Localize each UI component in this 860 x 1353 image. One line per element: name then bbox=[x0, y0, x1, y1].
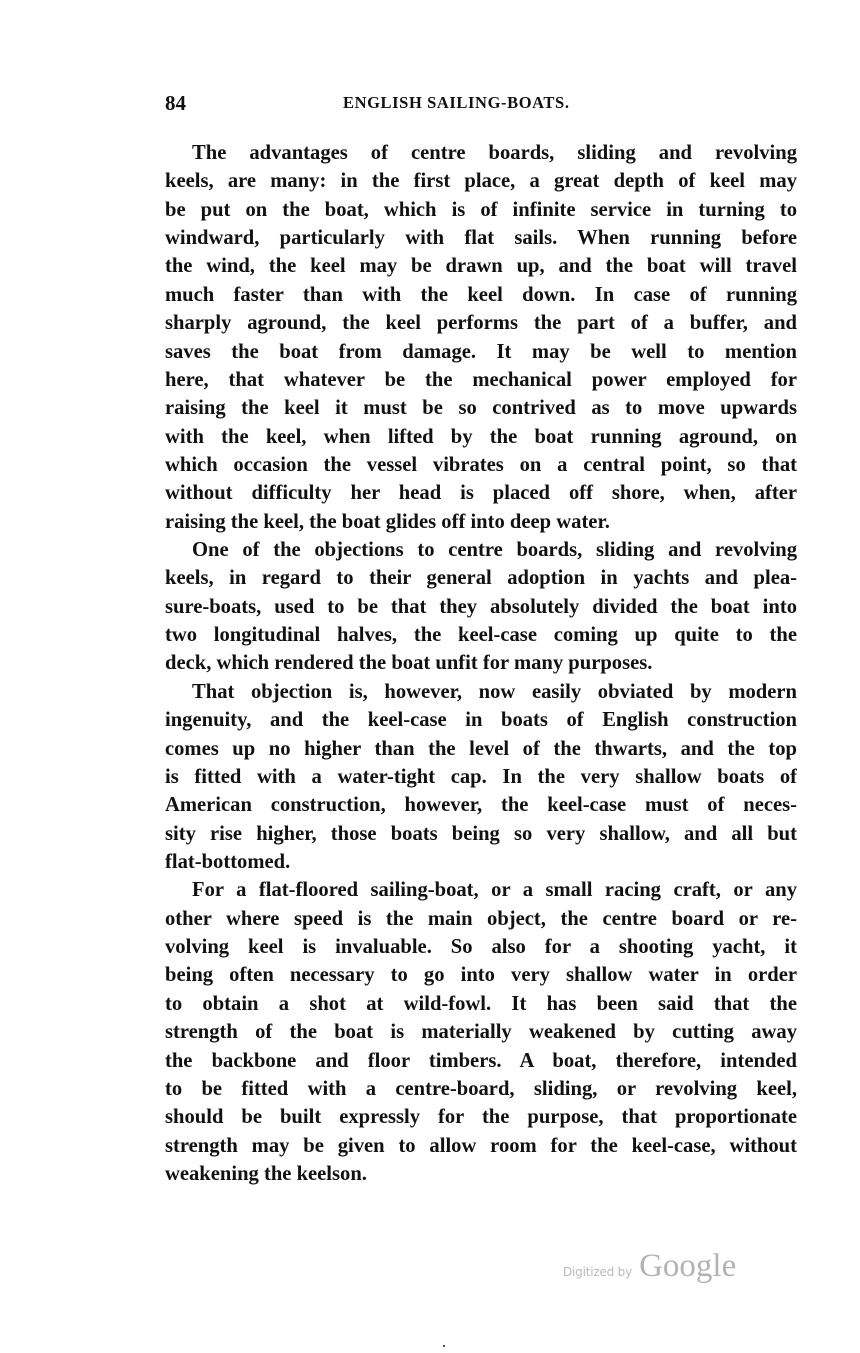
text-line: One of the objections to centre boards, sliding and revolving bbox=[192, 539, 797, 562]
text-line: keels, in regard to their general adoption in yachts and plea- bbox=[165, 567, 797, 590]
text-line: comes up no higher than the level of the thwarts, and the top bbox=[165, 737, 797, 760]
scan-speck bbox=[443, 1345, 445, 1347]
text-line: deck, which rendered the boat unfit for many purposes. bbox=[165, 652, 653, 675]
text-line: For a flat-floored sailing-boat, or a small racing craft, or any bbox=[192, 879, 797, 902]
text-line: being often necessary to go into very shallow water in order bbox=[165, 964, 797, 987]
paragraph bbox=[165, 876, 797, 1188]
google-logo-text: Google bbox=[639, 1248, 737, 1284]
text-line: windward, particularly with flat sails. When running before bbox=[165, 227, 797, 250]
text-line: keels, are many: in the first place, a great depth of keel may bbox=[165, 170, 797, 193]
text-line: without difficulty her head is placed off shore, when, after bbox=[165, 482, 797, 505]
text-line: the backbone and floor timbers. A boat, therefore, intended bbox=[165, 1049, 797, 1072]
running-title: ENGLISH SAILING-BOATS. bbox=[343, 93, 570, 112]
text-line: The advantages of centre boards, sliding and revolving bbox=[192, 142, 797, 164]
text-line: to obtain a shot at wild-fowl. It has been said that the bbox=[165, 992, 797, 1015]
digitized-by-google-watermark bbox=[563, 1248, 736, 1285]
text-line: That objection is, however, now easily obviated by modern bbox=[192, 680, 797, 703]
text-line: much faster than with the keel down. In case of running bbox=[165, 283, 797, 306]
text-line: should be built expressly for the purpose, that proportionate bbox=[165, 1106, 797, 1129]
text-line: ingenuity, and the keel-case in boats of English construction bbox=[165, 709, 797, 732]
text-line: sure-boats, used to be that they absolutely divided the boat into bbox=[165, 595, 797, 618]
watermark-prefix: Digitized by bbox=[563, 1265, 632, 1279]
text-line: sity rise higher, those boats being so very shallow, and all but bbox=[165, 822, 797, 845]
text-line: sharply aground, the keel performs the part of a buffer, and bbox=[165, 312, 797, 335]
paragraph bbox=[165, 536, 797, 678]
text-line: strength of the boat is materially weakened by cutting away bbox=[165, 1021, 797, 1044]
text-line: volving keel is invaluable. So also for a shooting yacht, it bbox=[165, 936, 797, 959]
text-line: which occasion the vessel vibrates on a central point, so that bbox=[165, 453, 797, 476]
text-line: here, that whatever be the mechanical power employed for bbox=[165, 368, 797, 391]
text-line: is fitted with a water-tight cap. In the very shallow boats of bbox=[165, 765, 797, 788]
text-line: raising the keel, the boat glides off into deep water. bbox=[165, 510, 610, 533]
paragraph bbox=[165, 139, 797, 536]
text-line: two longitudinal halves, the keel-case coming up quite to the bbox=[165, 624, 797, 647]
text-line: to be fitted with a centre-board, sliding, or revolving keel, bbox=[165, 1077, 797, 1100]
text-line: be put on the boat, which is of infinite service in turning to bbox=[165, 198, 797, 221]
running-head bbox=[165, 89, 797, 117]
paragraph bbox=[165, 678, 797, 877]
text-line: saves the boat from damage. It may be well to mention bbox=[165, 340, 797, 363]
text-line: flat-bottomed. bbox=[165, 850, 291, 873]
text-line: strength may be given to allow room for the keel-case, without bbox=[165, 1134, 797, 1157]
page-number: 84 bbox=[165, 91, 186, 115]
text-line: weakening the keelson. bbox=[165, 1162, 367, 1185]
body-text bbox=[165, 139, 797, 1188]
text-line: other where speed is the main object, the centre board or re- bbox=[165, 907, 797, 930]
text-line: the wind, the keel may be drawn up, and the boat will travel bbox=[165, 255, 797, 278]
text-line: with the keel, when lifted by the boat running aground, on bbox=[165, 425, 797, 448]
text-line: raising the keel it must be so contrived as to move upwards bbox=[165, 397, 797, 420]
text-line: American construction, however, the keel-case must of neces- bbox=[165, 794, 797, 817]
